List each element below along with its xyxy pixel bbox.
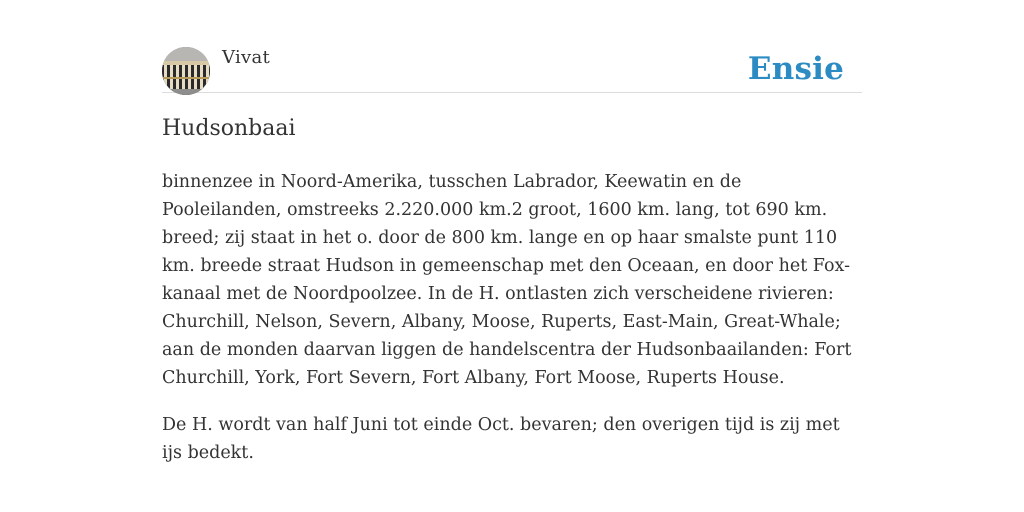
page <box>162 0 862 512</box>
article-body <box>162 168 862 486</box>
paragraph: De H. wordt van half Juni tot einde Oct. bevaren; den overigen tijd is zij met ijs bedekt. <box>162 415 840 463</box>
page-title: Hudsonbaai <box>162 116 296 141</box>
brand-logo[interactable]: Ensie <box>747 51 844 87</box>
source-name[interactable]: Vivat <box>222 47 271 68</box>
avatar[interactable] <box>162 47 210 95</box>
header <box>162 46 862 93</box>
paragraph: binnenzee in Noord-Amerika, tusschen Labrador, Keewatin en de Pooleilanden, omstreeks 2.220.000 km.2 groot, 1600 km. lang, tot 690 km. breed; zij staat in het o. door de 800 km. lange en op haar smalste punt 110 km. breede straat Hudson in gemeenschap met den Oceaan, en door het Fox-kanaal met de Noordpoolzee. In de H. ontlasten zich verscheidene rivieren: Churchill, Nelson, Severn, Albany, Moose, Ruperts, East-Main, Great-Whale; aan de monden daarvan liggen de handelscentra der Hudsonbaailanden: Fort Churchill, York, Fort Severn, Fort Albany, Fort Moose, Ruperts House. <box>162 172 852 388</box>
book-spines-icon <box>162 47 210 95</box>
